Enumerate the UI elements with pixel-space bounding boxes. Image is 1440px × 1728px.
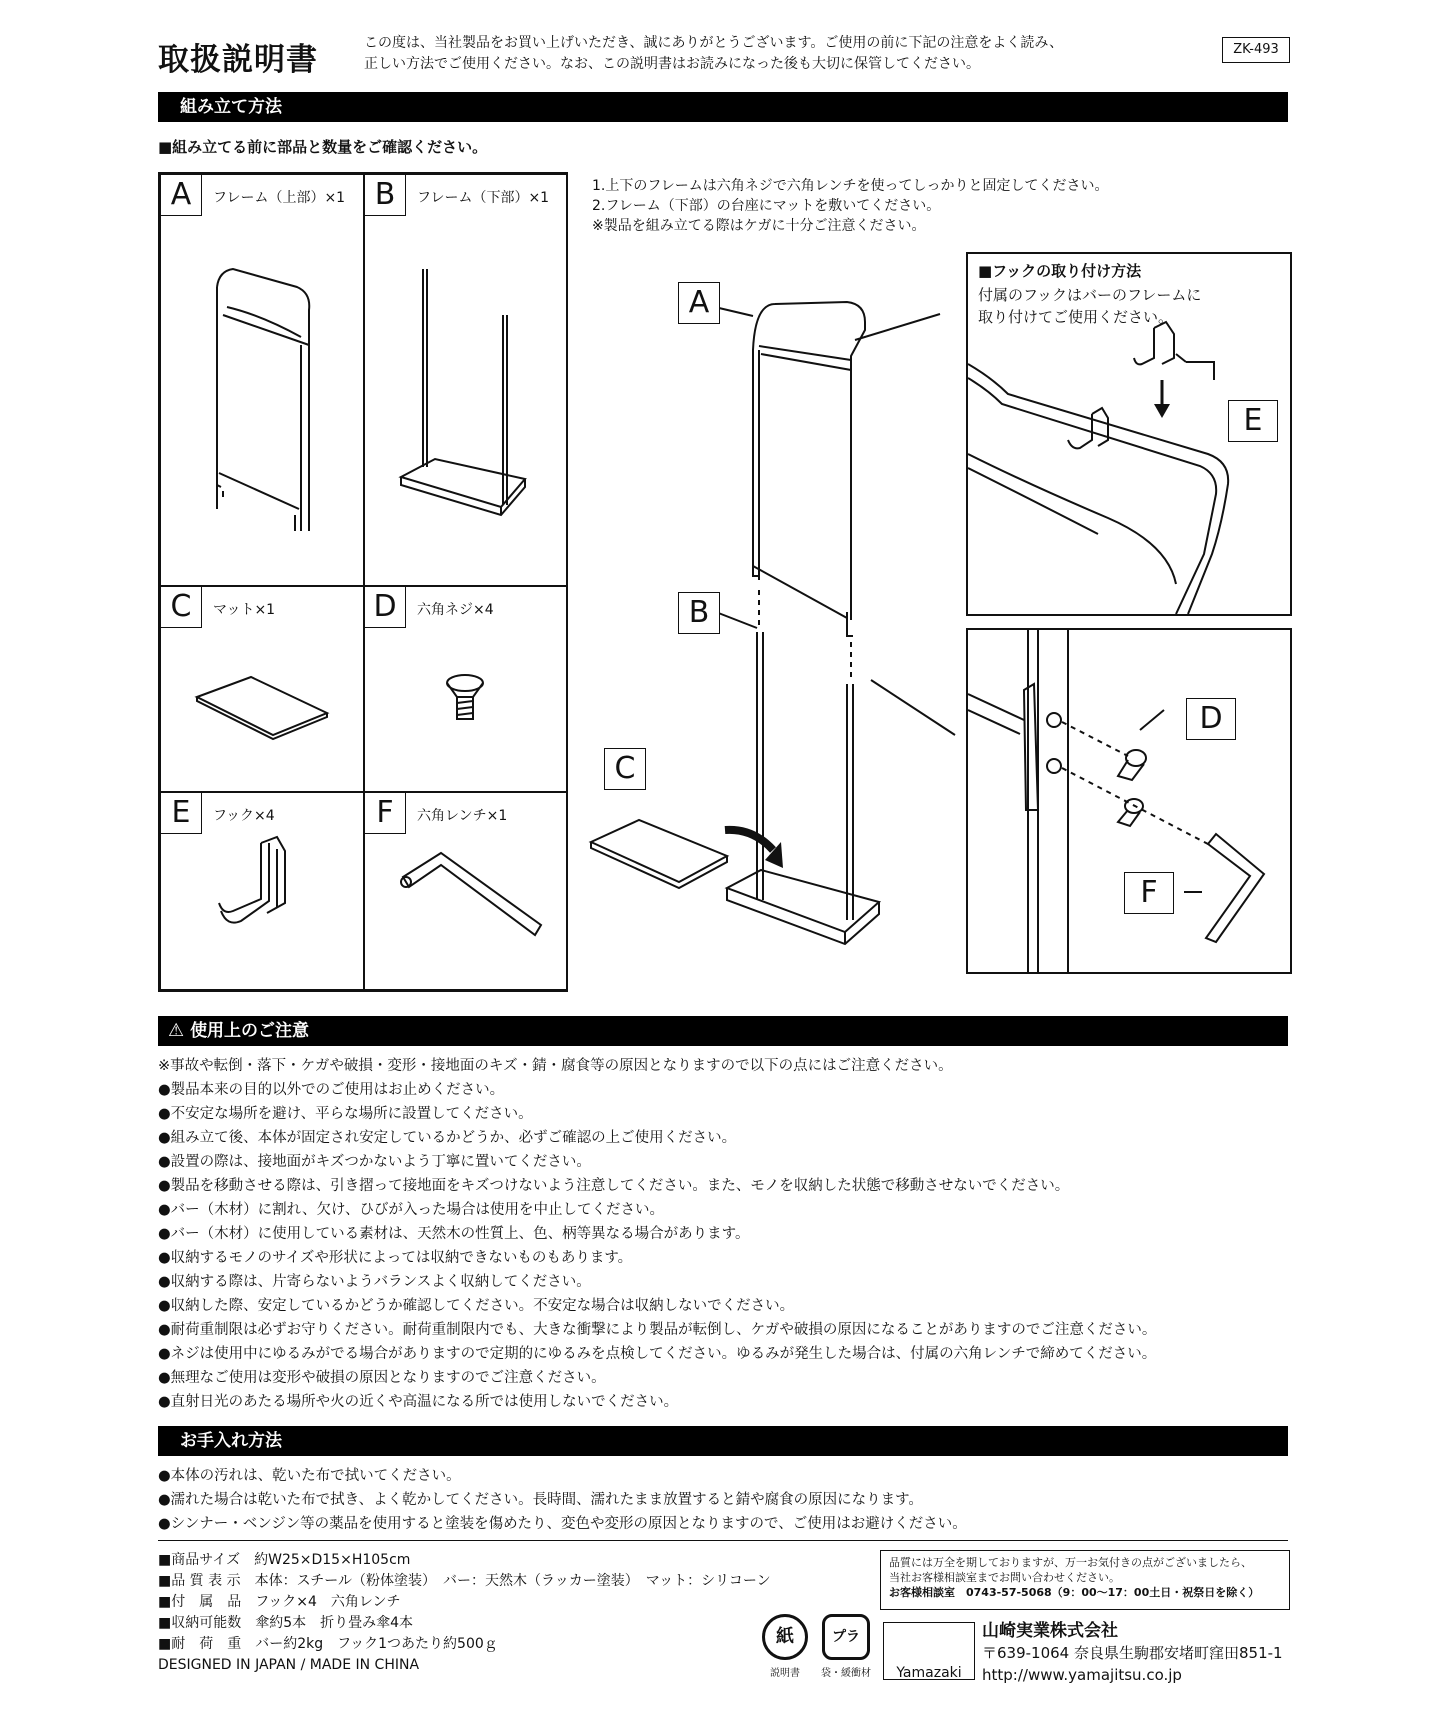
diagram-label-d: D [1186, 698, 1236, 740]
part-name: 六角レンチ×1 [417, 808, 508, 824]
care-heading: お手入れ方法 [158, 1426, 1288, 1456]
list-item: ●製品本来の目的以外でのご使用はお止めください。 [158, 1082, 505, 1098]
diagram-label-f: F [1124, 872, 1174, 914]
diagram-label-a: A [678, 282, 720, 324]
hook-method-title: ■フックの取り付け方法 [978, 262, 1142, 280]
warning-icon: ⚠ [168, 1020, 185, 1041]
spec-item: ■付 属 品 フック×4 六角レンチ [158, 1594, 401, 1610]
hex-wrench-illustration [365, 793, 569, 991]
list-item: ●無理なご使用は変形や破損の原因となりますのでご注意ください。 [158, 1370, 606, 1386]
parts-grid [158, 172, 568, 992]
part-f-cell [364, 792, 568, 990]
check-parts-text: ■組み立てる前に部品と数量をご確認ください。 [158, 138, 488, 156]
list-item: ●製品を移動させる際は、引き摺って接地面をキズつけないよう注意してください。また、モノを収納した状態で移動させないでください。 [158, 1178, 1070, 1194]
plastic-recycle-mark: プラ 袋・緩衝材 [816, 1614, 876, 1679]
part-a-cell [160, 174, 364, 586]
spec-item: ■商品サイズ 約W25×D15×H105cm [158, 1552, 411, 1568]
assembly-steps: 1.上下のフレームは六角ネジで六角レンチを使ってしっかりと固定してください。 2.フレーム（下部）の台座にマットを敷いてください。 ※製品を組み立てる際はケガに十分ご注意ください。 [592, 178, 1109, 234]
part-name: フレーム（上部）×1 [213, 190, 346, 206]
divider [158, 1540, 1288, 1541]
company-name: 山崎実業株式会社 [982, 1621, 1118, 1641]
diagram-label-b: B [678, 592, 720, 634]
part-name: フック×4 [213, 808, 275, 824]
company-address: 〒639-1064 奈良県生駒郡安堵町窪田851-1 [982, 1644, 1283, 1662]
list-item: ●バー（木材）に割れ、欠け、ひびが入った場合は使用を中止してください。 [158, 1202, 664, 1218]
part-letter: A [160, 174, 202, 216]
plastic-recycle-icon: プラ [822, 1614, 870, 1660]
list-item: ●設置の際は、接地面がキズつかないよう丁寧に置いてください。 [158, 1154, 591, 1170]
customer-contact-box: 品質には万全を期しておりますが、万一お気付きの点がございましたら、 当社お客様相談室までお問い合わせください。 お客様相談室 0743-57-5068（9：00〜17：00土日・祝祭日を除く） [880, 1550, 1290, 1610]
paper-recycle-icon: 紙 [762, 1614, 808, 1660]
hook-method-text: 付属のフックはバーのフレームに 取り付けてご使用ください。 [978, 286, 1202, 326]
paper-recycle-mark: 紙 説明書 [760, 1614, 810, 1679]
part-letter: F [364, 792, 406, 834]
frame-lower-illustration [365, 175, 569, 587]
diagram-label-c: C [604, 748, 646, 790]
diagram-label-e: E [1228, 400, 1278, 442]
hook-illustration [161, 793, 365, 991]
list-item: ※事故や転倒・落下・ケガや破損・変形・接地面のキズ・錆・腐食等の原因となりますので以下の点にはご注意ください。 [158, 1058, 953, 1074]
list-item: ●シンナー・ベンジン等の薬品を使用すると塗装を傷めたり、変色や変形の原因となりますので、ご使用はお避けください。 [158, 1516, 967, 1532]
part-name: マット×1 [213, 602, 276, 618]
origin-text: DESIGNED IN JAPAN / MADE IN CHINA [158, 1657, 420, 1673]
list-item: ●濡れた場合は乾いた布で拭き、よく乾かしてください。長時間、濡れたまま放置すると錆や腐食の原因になります。 [158, 1492, 923, 1508]
spec-item: ■品 質 表 示 本体：スチール（粉体塗装） バー：天然木（ラッカー塗装） マット：シリコーン [158, 1573, 771, 1589]
part-name: 六角ネジ×4 [417, 602, 494, 618]
caution-heading-bar [158, 1016, 1288, 1046]
part-letter: E [160, 792, 202, 834]
document-title: 取扱説明書 [158, 42, 318, 78]
list-item: ●収納するモノのサイズや形状によっては収納できないものもあります。 [158, 1250, 633, 1266]
part-letter: C [160, 586, 202, 628]
spec-item: ■耐 荷 重 バー約2kg フック1つあたり約500ｇ [158, 1636, 498, 1652]
list-item: ●本体の汚れは、乾いた布で拭いてください。 [158, 1468, 461, 1484]
assembly-diagram [575, 260, 975, 960]
spec-item: ■収納可能数 傘約5本 折り畳み傘4本 [158, 1615, 414, 1631]
list-item: ●組み立て後、本体が固定され安定しているかどうか、必ずご確認の上ご使用ください。 [158, 1130, 737, 1146]
caution-list [158, 1054, 1156, 1414]
list-item: ●バー（木材）に使用している素材は、天然木の性質上、色、柄等異なる場合があります。 [158, 1226, 750, 1242]
hex-screw-illustration [365, 587, 569, 793]
screw-detail-box [966, 628, 1292, 974]
company-url[interactable]: http://www.yamajitsu.co.jp [982, 1666, 1182, 1684]
intro-text: この度は、当社製品をお買い上げいただき、誠にありがとうございます。ご使用の前に下記の注意をよく読み、 正しい方法でご使用ください。なお、この説明書はお読みになった後も大切に保管してください。 [364, 35, 1064, 72]
part-c-cell [160, 586, 364, 792]
list-item: ●直射日光のあたる場所や火の近くや高温になる所では使用しないでください。 [158, 1394, 679, 1410]
caution-heading: 使用上のご注意 [190, 1021, 310, 1041]
list-item: ●収納する際は、片寄らないようバランスよく収納してください。 [158, 1274, 591, 1290]
assembly-heading: 組み立て方法 [158, 92, 1288, 122]
part-e-cell [160, 792, 364, 990]
mat-illustration [161, 587, 365, 793]
part-b-cell [364, 174, 568, 586]
spec-list [158, 1550, 771, 1676]
list-item: ●不安定な場所を避け、平らな場所に設置してください。 [158, 1106, 533, 1122]
screw-detail-illustration [968, 630, 1290, 972]
part-letter: B [364, 174, 406, 216]
company-logo: Yamazaki [883, 1622, 975, 1680]
company-info [982, 1620, 1283, 1686]
part-d-cell [364, 586, 568, 792]
part-letter: D [364, 586, 406, 628]
model-number: ZK-493 [1222, 37, 1290, 63]
frame-upper-illustration [161, 175, 365, 587]
list-item: ●収納した際、安定しているかどうか確認してください。不安定な場合は収納しないでください。 [158, 1298, 795, 1314]
list-item: ●耐荷重制限は必ずお守りください。耐荷重制限内でも、大きな衝撃により製品が転倒し、ケガや破損の原因になることがありますのでご注意ください。 [158, 1322, 1157, 1338]
part-name: フレーム（下部）×1 [417, 190, 550, 206]
care-list [158, 1464, 967, 1536]
list-item: ●ネジは使用中にゆるみがでる場合がありますので定期的にゆるみを点検してください。ゆるみが発生した場合は、付属の六角レンチで締めてください。 [158, 1346, 1157, 1362]
